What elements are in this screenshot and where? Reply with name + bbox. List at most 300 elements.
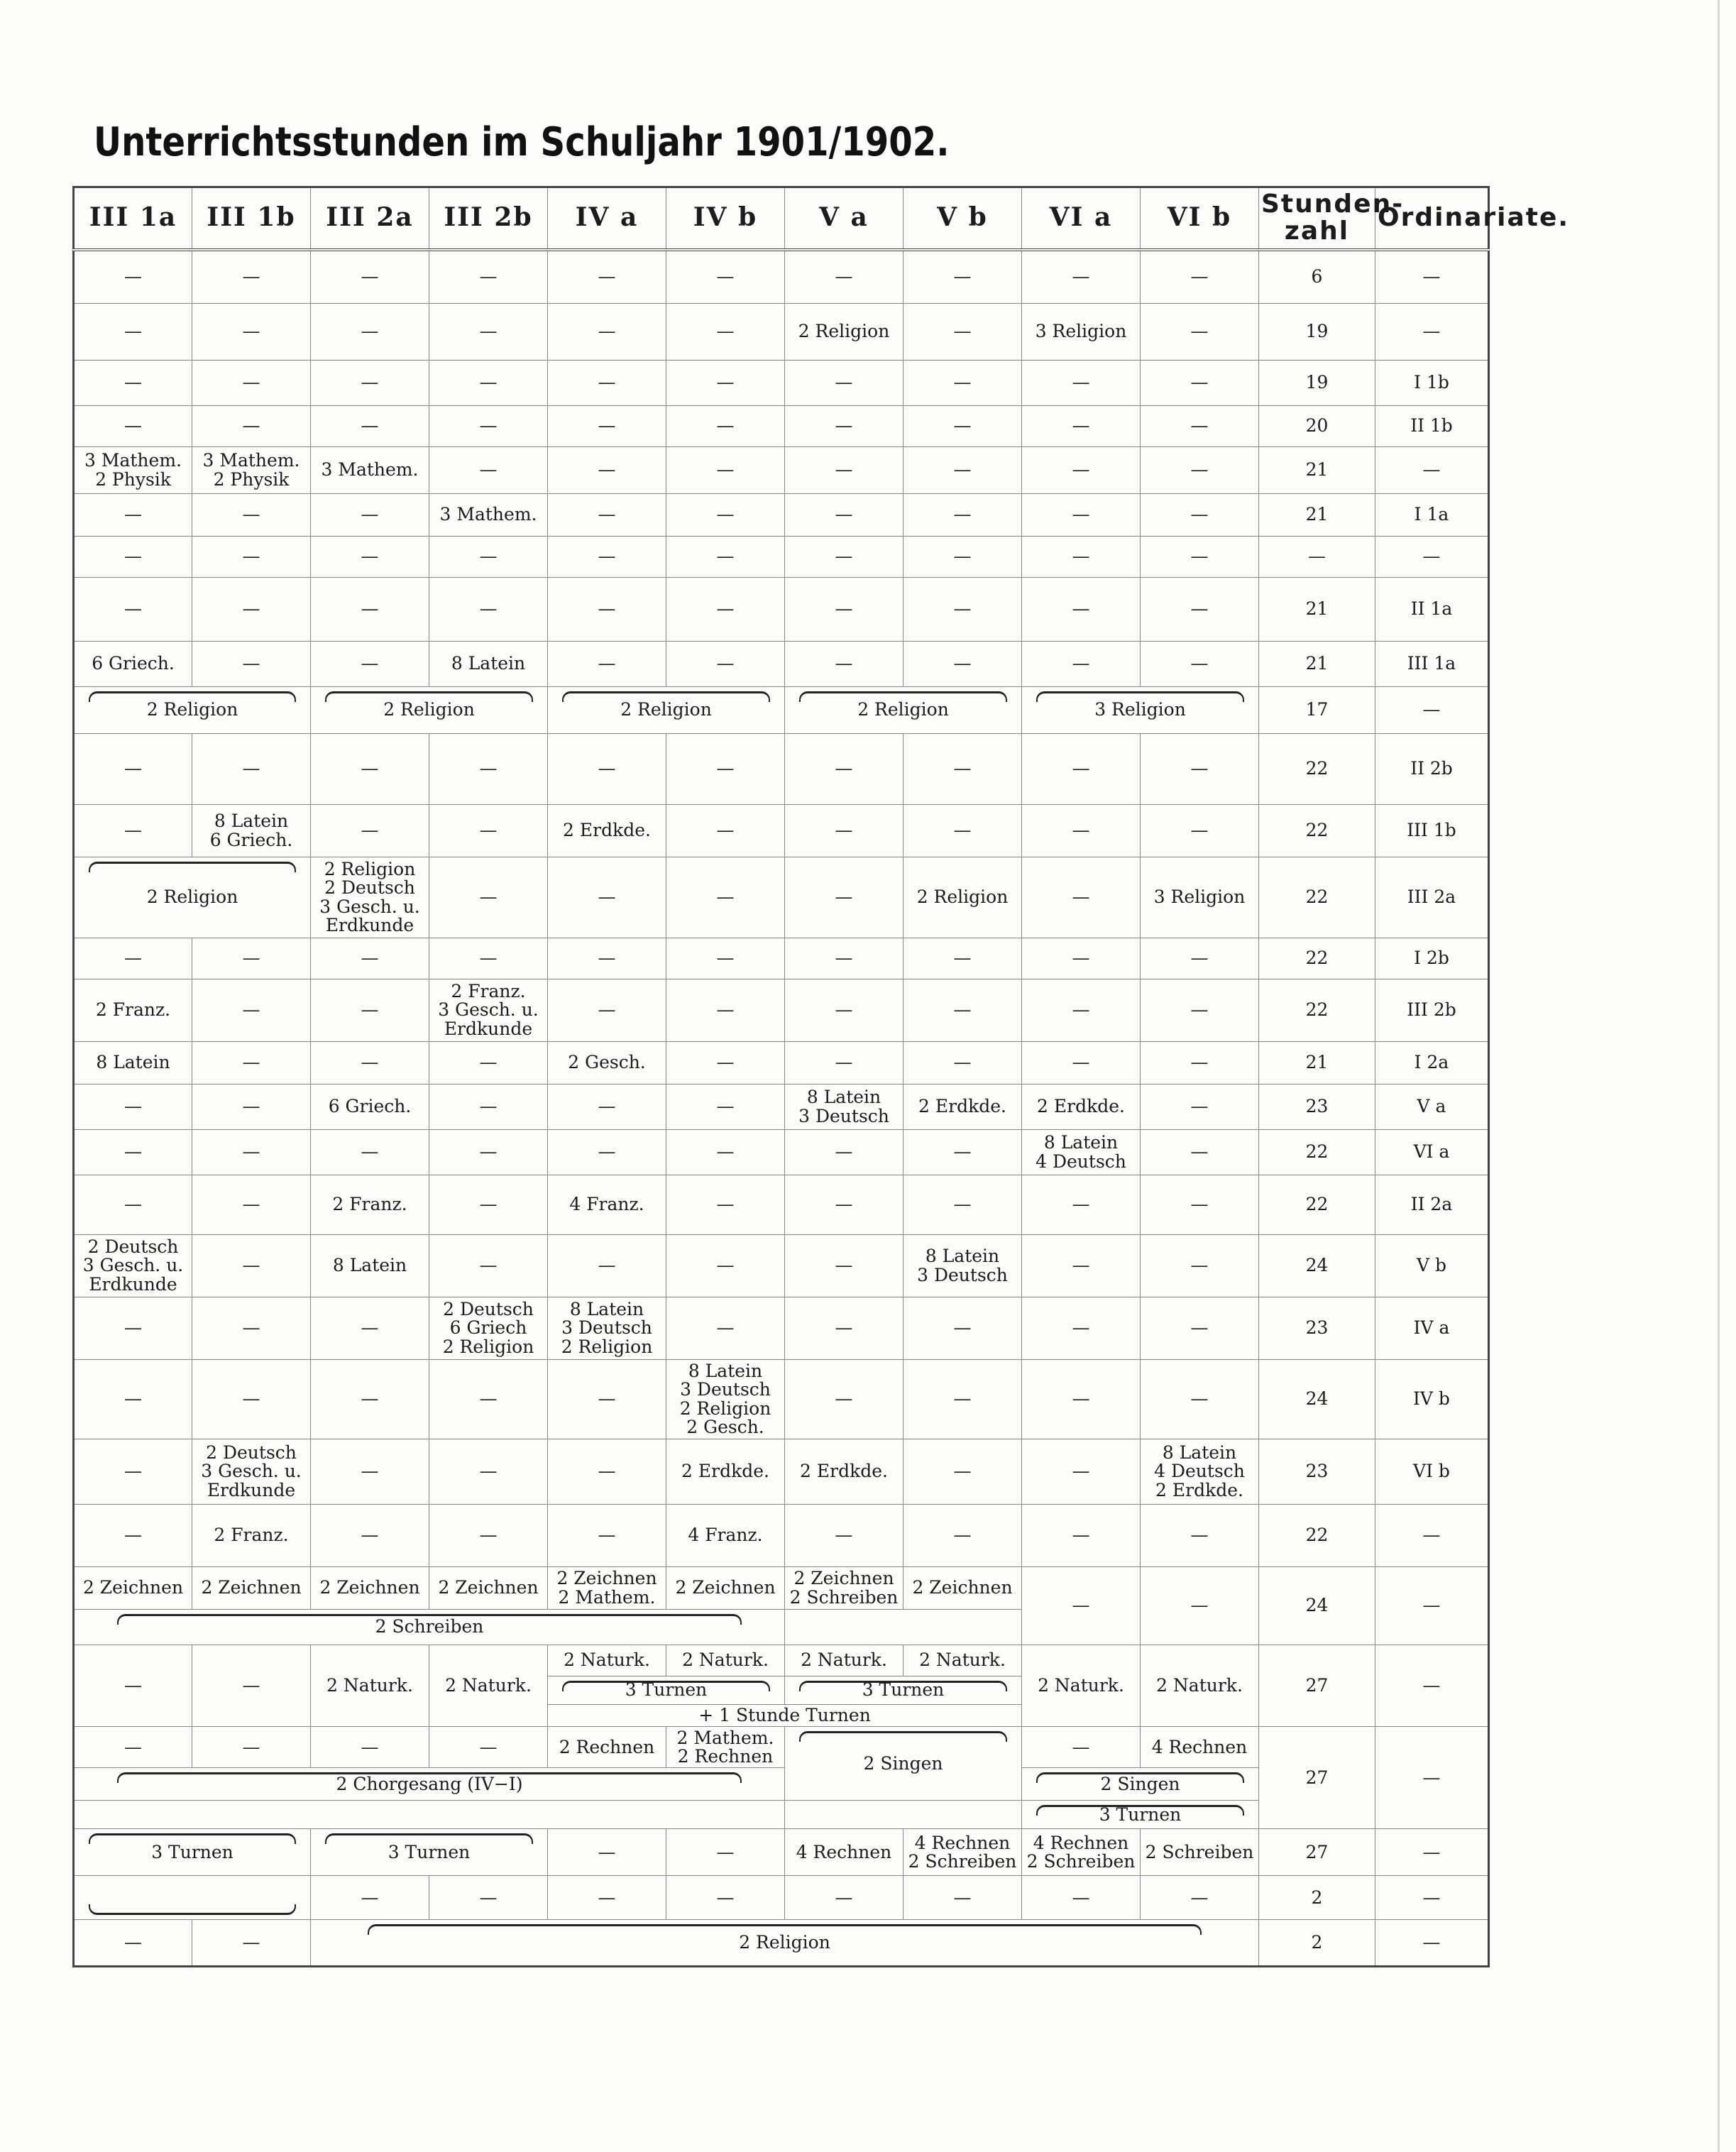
cell: 4 Rechnen — [785, 1829, 903, 1876]
cell: — — [192, 1175, 311, 1235]
cell: — — [1022, 1439, 1141, 1505]
total-cell: 27 — [1259, 1727, 1375, 1829]
table-row — [74, 304, 1489, 361]
cell: — — [785, 642, 903, 687]
cell: — — [311, 250, 429, 304]
cell: 8 Latein 6 Griech. — [192, 805, 311, 857]
cell: — — [666, 1085, 785, 1130]
cell: — — [1141, 1175, 1259, 1235]
total-cell: 22 — [1259, 979, 1375, 1042]
cell: 2 Zeichnen — [74, 1567, 192, 1610]
cell: — — [1022, 250, 1141, 304]
table-row — [74, 1085, 1489, 1130]
cell: — — [74, 406, 192, 447]
cell: — — [311, 979, 429, 1042]
ordinariat-cell: III 2b — [1375, 979, 1489, 1042]
cell: — — [666, 734, 785, 805]
total-cell: 21 — [1259, 494, 1375, 537]
cell: 2 Naturk. — [311, 1645, 429, 1727]
cell: 4 Franz. — [666, 1505, 785, 1567]
cell: — — [429, 1505, 548, 1567]
cell: — — [1141, 494, 1259, 537]
cell: — — [1141, 1567, 1259, 1645]
ordinariat-cell: II 2a — [1375, 1175, 1489, 1235]
spanning-cell: 2 Religion — [74, 857, 311, 938]
total-cell: 22 — [1259, 1175, 1375, 1235]
cell: — — [785, 537, 903, 578]
total-cell: 23 — [1259, 1439, 1375, 1505]
cell: — — [1022, 734, 1141, 805]
cell: — — [311, 1297, 429, 1360]
cell: 8 Latein 4 Deutsch — [1022, 1130, 1141, 1175]
cell: — — [785, 1130, 903, 1175]
ordinariat-cell: I 1a — [1375, 494, 1489, 537]
ordinariat-cell: I 2b — [1375, 938, 1489, 979]
cell: 2 Zeichnen — [903, 1567, 1022, 1610]
cell: — — [1141, 250, 1259, 304]
table-row — [74, 857, 1489, 938]
spanning-cell: 3 Turnen — [548, 1676, 785, 1705]
cell: — — [785, 361, 903, 406]
table-row — [74, 1175, 1489, 1235]
spanning-cell: 2 Religion — [311, 1920, 1259, 1967]
cell: — — [74, 1439, 192, 1505]
page-title: Unterrichtsstunden im Schuljahr 1901/1902. — [94, 119, 950, 165]
cell: — — [666, 250, 785, 304]
total-cell: 17 — [1259, 687, 1375, 734]
cell: — — [1022, 857, 1141, 938]
cell: — — [548, 406, 666, 447]
cell: — — [666, 938, 785, 979]
cell: — — [74, 1505, 192, 1567]
ordinariat-cell: IV b — [1375, 1360, 1489, 1439]
cell: — — [903, 642, 1022, 687]
spanning-cell — [74, 1876, 311, 1920]
cell: — — [74, 304, 192, 361]
cell: 4 Rechnen 2 Schreiben — [903, 1829, 1022, 1876]
cell: — — [311, 1042, 429, 1085]
cell: — — [74, 1360, 192, 1439]
table-row — [74, 494, 1489, 537]
cell: — — [903, 1297, 1022, 1360]
table-row — [74, 1439, 1489, 1505]
cell: — — [785, 406, 903, 447]
table-row — [74, 979, 1489, 1042]
cell: — — [1022, 1876, 1141, 1920]
cell: 8 Latein 3 Deutsch 2 Religion — [548, 1297, 666, 1360]
cell: — — [548, 1085, 666, 1130]
total-cell: 22 — [1259, 734, 1375, 805]
cell: — — [429, 1439, 548, 1505]
total-cell: 2 — [1259, 1876, 1375, 1920]
cell: — — [311, 304, 429, 361]
cell: 3 Religion — [1141, 857, 1259, 938]
cell: 8 Latein 3 Deutsch — [903, 1235, 1022, 1297]
cell: — — [548, 1505, 666, 1567]
cell — [74, 1801, 785, 1829]
cell: — — [785, 1042, 903, 1085]
cell: — — [903, 1175, 1022, 1235]
col-header: III 1a — [74, 187, 192, 250]
spanning-cell: 2 Schreiben — [74, 1610, 785, 1645]
cell: 2 Zeichnen — [429, 1567, 548, 1610]
cell: 3 Mathem. — [429, 494, 548, 537]
cell: — — [1141, 578, 1259, 642]
cell: — — [785, 938, 903, 979]
cell: 2 Deutsch 6 Griech 2 Religion — [429, 1297, 548, 1360]
cell: 6 Griech. — [74, 642, 192, 687]
cell: — — [429, 1727, 548, 1768]
ordinariat-cell: II 2b — [1375, 734, 1489, 805]
cell: 8 Latein — [311, 1235, 429, 1297]
cell: — — [192, 642, 311, 687]
spanning-cell: 3 Turnen — [785, 1676, 1022, 1705]
cell: — — [666, 406, 785, 447]
cell: 2 Naturk. — [785, 1645, 903, 1676]
table-row — [74, 250, 1489, 304]
total-cell: 22 — [1259, 1130, 1375, 1175]
total-cell: 24 — [1259, 1360, 1375, 1439]
cell: 8 Latein — [429, 642, 548, 687]
cell: — — [548, 1876, 666, 1920]
cell: 2 Religion 2 Deutsch 3 Gesch. u. Erdkunde — [311, 857, 429, 938]
cell: 2 Religion — [903, 857, 1022, 938]
cell: — — [1141, 805, 1259, 857]
spanning-cell: 3 Religion — [1022, 687, 1259, 734]
cell: — — [1022, 578, 1141, 642]
cell: — — [666, 494, 785, 537]
cell: — — [429, 361, 548, 406]
cell: — — [1141, 938, 1259, 979]
cell: — — [429, 857, 548, 938]
cell: 8 Latein 3 Deutsch — [785, 1085, 903, 1130]
cell: — — [903, 805, 1022, 857]
cell: — — [1141, 1235, 1259, 1297]
ordinariat-cell: — — [1375, 687, 1489, 734]
cell: — — [903, 250, 1022, 304]
cell: — — [311, 1439, 429, 1505]
cell: — — [1022, 642, 1141, 687]
cell: — — [192, 979, 311, 1042]
col-header: VI b — [1141, 187, 1259, 250]
cell: 2 Naturk. — [1141, 1645, 1259, 1727]
ordinariat-cell: — — [1375, 250, 1489, 304]
cell: — — [429, 1876, 548, 1920]
total-cell: 24 — [1259, 1567, 1375, 1645]
cell: 8 Latein 4 Deutsch 2 Erdkde. — [1141, 1439, 1259, 1505]
cell: 2 Deutsch 3 Gesch. u. Erdkunde — [74, 1235, 192, 1297]
total-cell: 27 — [1259, 1829, 1375, 1876]
table-row — [74, 734, 1489, 805]
table-row — [74, 938, 1489, 979]
cell: 2 Erdkde. — [903, 1085, 1022, 1130]
total-cell: 21 — [1259, 578, 1375, 642]
cell: — — [192, 1042, 311, 1085]
col-header: V a — [785, 187, 903, 250]
cell: — — [192, 1920, 311, 1967]
cell: — — [548, 979, 666, 1042]
cell: 2 Franz. 3 Gesch. u. Erdkunde — [429, 979, 548, 1042]
cell: — — [785, 805, 903, 857]
ordinariat-cell: — — [1375, 1876, 1489, 1920]
cell: — — [429, 1175, 548, 1235]
header-row — [74, 187, 1489, 250]
cell: — — [192, 1297, 311, 1360]
cell: — — [74, 361, 192, 406]
cell: 2 Naturk. — [429, 1645, 548, 1727]
total-cell: 2 — [1259, 1920, 1375, 1967]
table-row — [74, 1645, 1489, 1676]
cell: — — [1141, 642, 1259, 687]
cell: — — [903, 734, 1022, 805]
cell: 2 Naturk. — [548, 1645, 666, 1676]
cell: — — [666, 1175, 785, 1235]
cell: — — [548, 1130, 666, 1175]
table-row — [74, 406, 1489, 447]
cell: — — [74, 1175, 192, 1235]
cell: 2 Zeichnen — [311, 1567, 429, 1610]
cell: 2 Schreiben — [1141, 1829, 1259, 1876]
cell: — — [429, 406, 548, 447]
total-cell: 21 — [1259, 1042, 1375, 1085]
ordinariat-cell: — — [1375, 537, 1489, 578]
cell: — — [1022, 537, 1141, 578]
cell: 3 Religion — [1022, 304, 1141, 361]
cell: — — [311, 734, 429, 805]
cell: 2 Erdkde. — [785, 1439, 903, 1505]
total-cell: 24 — [1259, 1235, 1375, 1297]
total-cell: 22 — [1259, 805, 1375, 857]
cell: — — [1022, 494, 1141, 537]
cell: — — [785, 979, 903, 1042]
cell: — — [1022, 805, 1141, 857]
cell: — — [311, 1876, 429, 1920]
spanning-cell: 3 Turnen — [1022, 1801, 1259, 1829]
cell: — — [666, 642, 785, 687]
cell: — — [1141, 1876, 1259, 1920]
total-cell: 22 — [1259, 857, 1375, 938]
cell: 6 Griech. — [311, 1085, 429, 1130]
cell: — — [192, 304, 311, 361]
cell: — — [666, 857, 785, 938]
spanning-cell: 3 Turnen — [311, 1829, 548, 1876]
table-row — [74, 1360, 1489, 1439]
cell: — — [429, 1130, 548, 1175]
col-header-ordinariate: Ordinariate. — [1375, 187, 1489, 250]
ordinariat-cell: — — [1375, 1645, 1489, 1727]
cell: — — [192, 406, 311, 447]
ordinariat-cell: — — [1375, 1727, 1489, 1829]
cell: — — [903, 938, 1022, 979]
cell: 2 Rechnen — [548, 1727, 666, 1768]
cell: — — [429, 805, 548, 857]
cell: — — [1022, 1235, 1141, 1297]
cell: — — [903, 406, 1022, 447]
total-cell: 19 — [1259, 304, 1375, 361]
cell: 3 Mathem. — [311, 447, 429, 494]
cell: 2 Franz. — [311, 1175, 429, 1235]
cell: — — [429, 1085, 548, 1130]
cell: — — [903, 494, 1022, 537]
cell: — — [192, 938, 311, 979]
total-cell: — — [1259, 537, 1375, 578]
cell: — — [785, 250, 903, 304]
cell: — — [666, 1297, 785, 1360]
cell: 2 Deutsch 3 Gesch. u. Erdkunde — [192, 1439, 311, 1505]
cell: — — [903, 447, 1022, 494]
cell: — — [1141, 406, 1259, 447]
cell: — — [785, 578, 903, 642]
spanning-cell: 2 Religion — [785, 687, 1022, 734]
total-cell: 21 — [1259, 447, 1375, 494]
cell: — — [311, 642, 429, 687]
ordinariat-cell: — — [1375, 1567, 1489, 1645]
total-cell: 20 — [1259, 406, 1375, 447]
cell: — — [548, 494, 666, 537]
table-row — [74, 805, 1489, 857]
cell: — — [1022, 361, 1141, 406]
table-row — [74, 1876, 1489, 1920]
cell: — — [1022, 938, 1141, 979]
cell: — — [1022, 1567, 1141, 1645]
cell: — — [311, 1360, 429, 1439]
cell: — — [548, 1829, 666, 1876]
cell: — — [74, 578, 192, 642]
cell: — — [666, 1829, 785, 1876]
cell: 4 Franz. — [548, 1175, 666, 1235]
table-row — [74, 1042, 1489, 1085]
cell: — — [666, 447, 785, 494]
spanning-cell: 2 Singen — [785, 1727, 1022, 1801]
cell: 2 Erdkde. — [1022, 1085, 1141, 1130]
cell: — — [785, 1360, 903, 1439]
cell: — — [192, 494, 311, 537]
cell: — — [1022, 1175, 1141, 1235]
cell: — — [429, 1360, 548, 1439]
col-header: III 2a — [311, 187, 429, 250]
cell: 2 Erdkde. — [666, 1439, 785, 1505]
cell: — — [429, 537, 548, 578]
cell: — — [429, 578, 548, 642]
total-cell: 22 — [1259, 1505, 1375, 1567]
cell: — — [192, 1130, 311, 1175]
table-row — [74, 1297, 1489, 1360]
page-edge — [1718, 0, 1720, 2152]
table-row — [74, 687, 1489, 734]
cell: — — [74, 1297, 192, 1360]
cell: — — [666, 578, 785, 642]
cell: — — [548, 1360, 666, 1439]
ordinariat-cell: III 1a — [1375, 642, 1489, 687]
spanning-cell: 2 Religion — [74, 687, 311, 734]
ordinariat-cell: III 2a — [1375, 857, 1489, 938]
cell: — — [1141, 1505, 1259, 1567]
cell: — — [429, 250, 548, 304]
col-header: IV a — [548, 187, 666, 250]
cell: — — [311, 578, 429, 642]
cell: — — [74, 805, 192, 857]
cell: — — [1022, 447, 1141, 494]
cell: — — [903, 1360, 1022, 1439]
cell: — — [429, 447, 548, 494]
col-header: V b — [903, 187, 1022, 250]
cell: — — [903, 537, 1022, 578]
cell: — — [311, 494, 429, 537]
ordinariat-cell: III 1b — [1375, 805, 1489, 857]
total-cell: 23 — [1259, 1297, 1375, 1360]
cell: — — [666, 361, 785, 406]
cell: — — [192, 250, 311, 304]
cell: — — [548, 304, 666, 361]
cell: — — [1141, 537, 1259, 578]
cell: — — [74, 1085, 192, 1130]
cell: — — [548, 447, 666, 494]
cell: — — [192, 1727, 311, 1768]
ordinariat-cell: I 2a — [1375, 1042, 1489, 1085]
col-header: III 2b — [429, 187, 548, 250]
cell: — — [192, 361, 311, 406]
cell: — — [548, 642, 666, 687]
cell: 2 Erdkde. — [548, 805, 666, 857]
total-cell: 6 — [1259, 250, 1375, 304]
cell: — — [785, 1175, 903, 1235]
table-row — [74, 1920, 1489, 1967]
cell: — — [1022, 406, 1141, 447]
cell: — — [192, 1085, 311, 1130]
cell: — — [666, 1042, 785, 1085]
total-cell: 22 — [1259, 938, 1375, 979]
cell: — — [192, 537, 311, 578]
cell: — — [785, 1235, 903, 1297]
cell: — — [311, 1505, 429, 1567]
table-row — [74, 1829, 1489, 1876]
extra-note: + 1 Stunde Turnen — [548, 1705, 1022, 1727]
cell: — — [311, 406, 429, 447]
col-header-stundenzahl: Stunden- zahl — [1259, 187, 1375, 250]
table-row — [74, 578, 1489, 642]
ordinariat-cell: II 1a — [1375, 578, 1489, 642]
col-header: III 1b — [192, 187, 311, 250]
cell: 2 Zeichnen 2 Mathem. — [548, 1567, 666, 1610]
cell — [785, 1801, 1022, 1829]
cell: — — [74, 494, 192, 537]
cell: 2 Naturk. — [1022, 1645, 1141, 1727]
cell: — — [785, 857, 903, 938]
cell: 3 Mathem. 2 Physik — [74, 447, 192, 494]
cell: — — [74, 250, 192, 304]
col-header: VI a — [1022, 187, 1141, 250]
cell — [785, 1610, 1022, 1645]
cell: — — [74, 537, 192, 578]
cell: — — [548, 361, 666, 406]
cell: — — [1141, 361, 1259, 406]
cell: — — [903, 1130, 1022, 1175]
total-cell: 19 — [1259, 361, 1375, 406]
total-cell: 23 — [1259, 1085, 1375, 1130]
table-row — [74, 447, 1489, 494]
table-row — [74, 1130, 1489, 1175]
cell: 2 Naturk. — [666, 1645, 785, 1676]
cell: — — [1141, 1360, 1259, 1439]
ordinariat-cell: VI a — [1375, 1130, 1489, 1175]
cell: — — [1141, 1130, 1259, 1175]
ordinariat-cell: — — [1375, 1505, 1489, 1567]
table-row — [74, 361, 1489, 406]
col-header: IV b — [666, 187, 785, 250]
cell: — — [666, 1876, 785, 1920]
ordinariat-cell: I 1b — [1375, 361, 1489, 406]
cell: 2 Zeichnen — [192, 1567, 311, 1610]
